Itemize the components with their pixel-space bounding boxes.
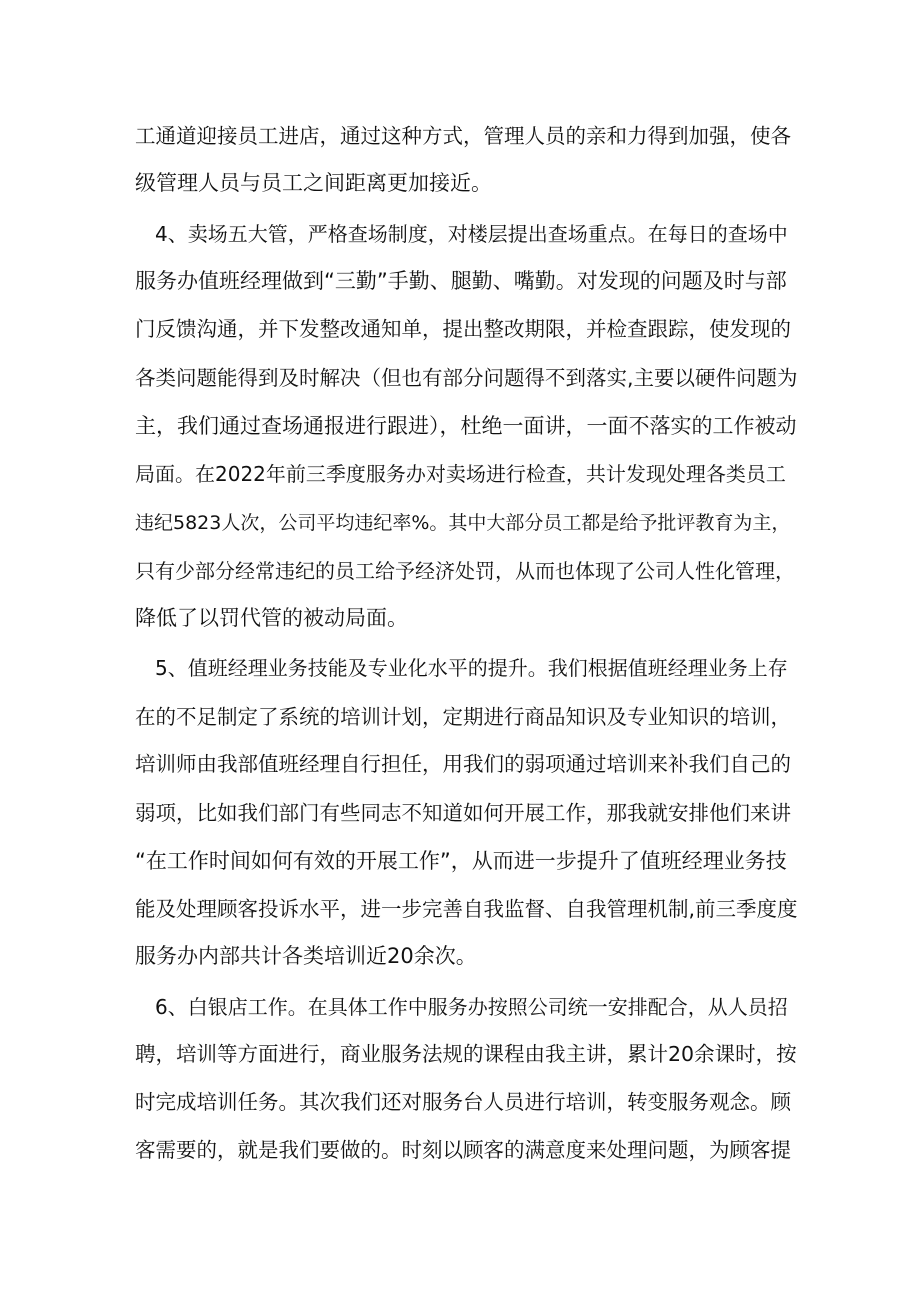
text-line: 工通道迎接员工进店，通过这种方式，管理人员的亲和力得到加强，使各 [135,124,791,148]
text-line: 在的不足制定了系统的培训计划，定期进行商品知识及专业知识的培训， [135,705,791,729]
text-line: 主，我们通过查场通报进行跟进），杜绝一面讲，一面不落实的工作被动 [135,414,797,438]
text-line: 5、值班经理业务技能及专业化水平的提升。我们根据值班经理业务上存 [155,656,788,680]
text-line: 违纪5823人次，公司平均违纪率%。其中大部分员工都是给予批评教育为主， [135,512,791,534]
text-line: 只有少部分经常违纪的员工给予经济处罚，从而也体现了公司人性化管理， [135,559,795,583]
text-line: 门反馈沟通，并下发整改通知单，提出整改期限，并检查跟踪，使发现的 [135,317,791,341]
text-line: 客需要的，就是我们要做的。时刻以顾客的满意度来处理问题，为顾客提 [135,1138,791,1162]
text-line: 局面。在2022年前三季度服务办对卖场进行检查，共计发现处理各类员工 [135,462,786,486]
text-line: 培训师由我部值班经理自行担任，用我们的弱项通过培训来补我们自己的 [135,752,791,776]
text-line: 服务办值班经理做到“三勤”手勤、腿勤、嘴勤。对发现的问题及时与部 [135,269,787,293]
text-line: 级管理人员与员工之间距离更加接近。 [135,171,492,195]
text-line: 聘，培训等方面进行，商业服务法规的课程由我主讲，累计20余课时，按 [135,1042,797,1066]
text-line: 各类问题能得到及时解决（但也有部分问题得不到落实,主要以硬件问题为 [135,366,798,390]
text-line: 4、卖场五大管，严格查场制度，对楼层提出查场重点。在每日的查场中 [155,222,788,246]
text-line: 能及处理顾客投诉水平，进一步完善自我监督、自我管理机制,前三季度度 [135,897,798,921]
text-line: 降低了以罚代管的被动局面。 [135,606,408,630]
text-line: 弱项，比如我们部门有些同志不知道如何开展工作，那我就安排他们来讲 [135,801,791,825]
text-line: 服务办内部共计各类培训近20余次。 [135,944,477,968]
text-line: 时完成培训任务。其次我们还对服务台人员进行培训，转变服务观念。顾 [135,1090,791,1114]
text-line: 6、白银店工作。在具体工作中服务办按照公司统一安排配合，从人员招 [155,995,788,1019]
text-line: “在工作时间如何有效的开展工作”，从而进一步提升了值班经理业务技 [135,849,787,873]
